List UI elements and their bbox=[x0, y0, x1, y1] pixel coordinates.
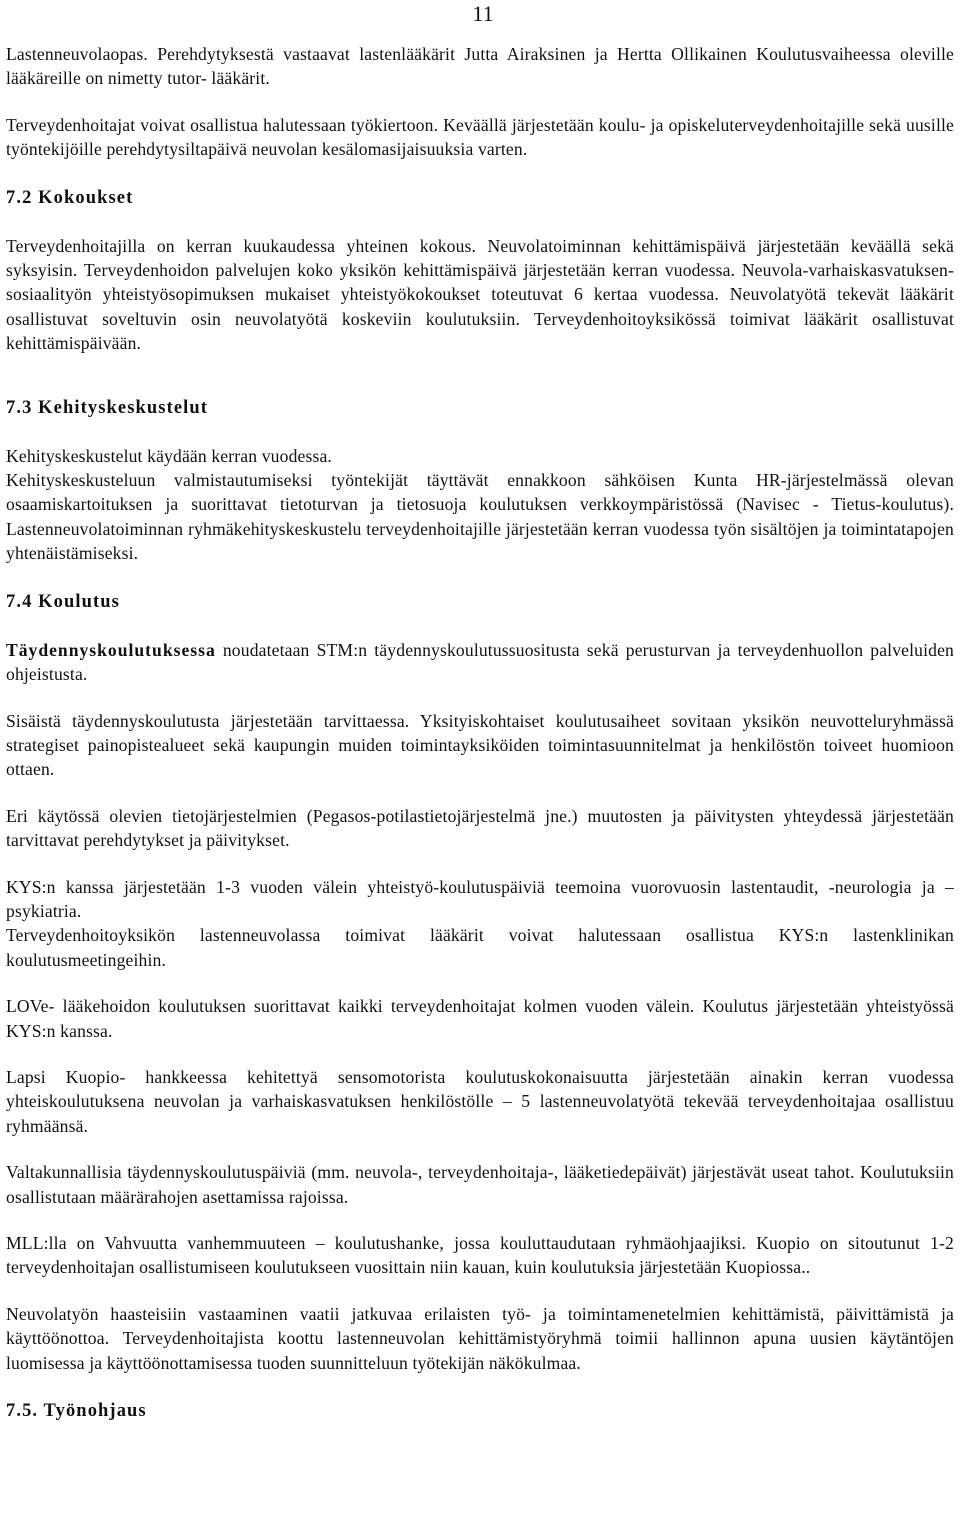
koulutus-lead-term: Täydennyskoulutuksessa bbox=[6, 639, 216, 660]
kokoukset-paragraph: Terveydenhoitajilla on kerran kuukaudessa yhteinen kokous. Neuvolatoiminnan kehittämispäivä järjestetään keväällä sekä syksyisin. Terveydenhoidon palvelujen koko yksikön kehittämispäivä järjestetään kerran vuodessa. Neuvola-varhaiskasvatuksen-sosiaalityön yhteistyösopimuksen mukaiset yhteistyökokoukset toteutuvat 6 kertaa vuodessa. Neuvolatyötä tekevät lääkärit osallistuvat soveltuvin osin neuvolatyötä koskeviin koulutuksiin. Terveydenhoitoyksikössä toimivat lääkärit osallistuvat kehittämispäivään. bbox=[6, 235, 954, 354]
koulutus-paragraph-2: Sisäistä täydennyskoulutusta järjestetään tarvittaessa. Yksityiskohtaiset koulutusaiheet sovitaan yksikön neuvotteluryhmässä strategiset painopistealueet sekä kaupungin muiden toimintayksiköiden toimintasuunnitelmat ja henkilöstön toiveet huomioon ottaen. bbox=[6, 710, 954, 780]
page-number: 11 bbox=[472, 1, 494, 26]
section-heading-tyonohjaus: 7.5. Työnohjaus bbox=[6, 1401, 147, 1422]
koulutus-paragraph-4: KYS:n kanssa järjestetään 1-3 vuoden välein yhteistyö-koulutuspäiviä teemoina vuorovuosin lastentaudit, -neurologia ja – psykiatria. bbox=[6, 876, 954, 921]
koulutus-paragraph-10: Neuvolatyön haasteisiin vastaaminen vaatii jatkuvaa erilaisten työ- ja toimintamenetelmien kehittämistä, päivittämistä ja käyttöönottoa. Terveydenhoitajista koottu lastenneuvolan kehittämistyöryhmä toimii hallinnon apuna uusien käytäntöjen luomisessa ja käyttöönottamisessa tuoden suunnitteluun työtekijän näkökulmaa. bbox=[6, 1303, 954, 1373]
koulutus-paragraph-7: Lapsi Kuopio- hankkeessa kehitettyä sensomotorista koulutuskokonaisuutta järjestetään ainakin kerran vuodessa yhteiskoulutuksena neuvolan ja varhaiskasvatuksen henkilöstölle – 5 lastenneuvolatyötä tekevää terveydenhoitajaa osallistuu ryhmäänsä. bbox=[6, 1066, 954, 1136]
kehityskeskustelut-paragraph-2: Kehityskeskusteluun valmistautumiseksi työntekijät täyttävät ennakkoon sähköisen Kunta HR-järjestelmässä olevan osaamiskartoituksen ja suorittavat tietoturvan ja tietosuoja koulutuksen verkkoympäristössä (Navisec - Tietus-koulutus). Lastenneuvolatoiminnan ryhmäkehityskeskustelu terveydenhoitajille järjestetään kerran vuodessa työn sisältöjen ja toimintatapojen yhtenäistämiseksi. bbox=[6, 470, 954, 564]
section-heading-kokoukset: 7.2 Kokoukset bbox=[6, 187, 134, 208]
koulutus-paragraph-6: LOVe- lääkehoidon koulutuksen suorittavat kaikki terveydenhoitajat kolmen vuoden välein. Koulutus järjestetään yhteistyössä KYS:n kanssa. bbox=[6, 996, 954, 1041]
koulutus-paragraph-8: Valtakunnallisia täydennyskoulutuspäiviä (mm. neuvola-, terveydenhoitaja-, lääketiedepäivät) järjestävät useat tahot. Koulutuksiin osallistutaan määrärahojen asettamissa rajoissa. bbox=[6, 1162, 954, 1207]
intro-paragraph-2: Terveydenhoitajat voivat osallistua halutessaan työkiertoon. Keväällä järjestetään koulu- ja opiskeluterveydenhoitajille sekä uusille työntekijöille perehdytysiltapäivä neuvolan kesälomasijaisuuksia varten. bbox=[6, 114, 954, 160]
intro-paragraph-1: Lastenneuvolaopas. Perehdytyksestä vastaavat lastenlääkärit Jutta Airaksinen ja Hertta Ollikainen Koulutusvaiheessa oleville lääkäreille on nimetty tutor- lääkärit. bbox=[6, 44, 954, 89]
section-heading-kehityskeskustelut: 7.3 Kehityskeskustelut bbox=[6, 397, 209, 418]
koulutus-paragraph-5: Terveydenhoitoyksikön lastenneuvolassa toimivat lääkärit voivat halutessaan osallistua KYS:n lastenklinikan koulutusmeetingeihin. bbox=[6, 925, 954, 970]
koulutus-paragraph-3: Eri käytössä olevien tietojärjestelmien (Pegasos-potilastietojärjestelmä jne.) muutosten ja päivitysten yhteydessä järjestetään tarvittavat perehdytykset ja päivitykset. bbox=[6, 805, 954, 851]
koulutus-paragraph-9: MLL:lla on Vahvuutta vanhemmuuteen – koulutushanke, jossa kouluttaudutaan ryhmäohjaajiksi. Kuopio on sitoutunut 1-2 terveydenhoitajan osallistumiseen koulutukseen vuosittain niin kauan, kuin koulutuksia järjestetään Kuopiossa.. bbox=[6, 1233, 954, 1278]
page-content bbox=[6, 42, 954, 1423]
kehityskeskustelut-paragraph-1: Kehityskeskustelut käydään kerran vuodessa. bbox=[6, 445, 332, 466]
koulutus-paragraph-1-text: noudatetaan STM:n täydennyskoulutussuositusta sekä perusturvan ja terveydenhuollon palveluiden ohjeistusta. bbox=[6, 639, 954, 685]
koulutus-paragraph-1 bbox=[6, 638, 954, 687]
section-heading-koulutus: 7.4 Koulutus bbox=[6, 591, 120, 612]
